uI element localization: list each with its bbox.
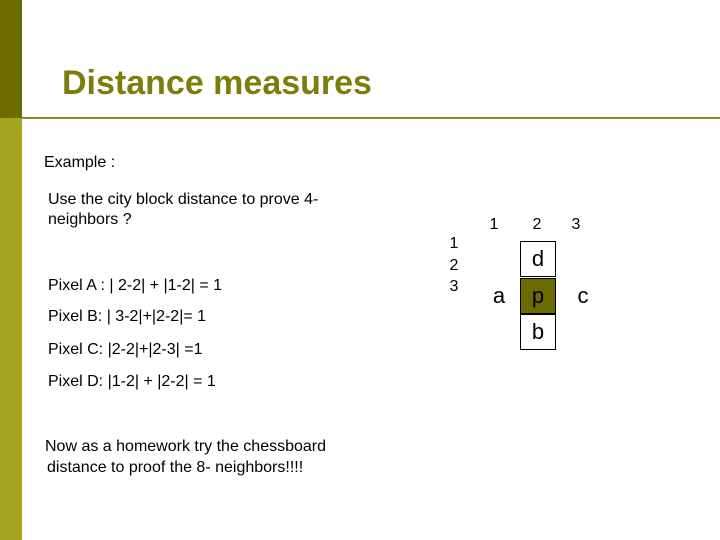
- grid-cell-b: b: [520, 314, 556, 350]
- prompt-line-2: neighbors ?: [48, 211, 132, 228]
- grid-row-label: 1: [449, 235, 459, 252]
- grid-cell-a: a: [492, 283, 506, 308]
- homework-line-2: distance to proof the 8- neighbors!!!!: [47, 459, 304, 476]
- homework-line-1: Now as a homework try the chessboard: [45, 438, 327, 455]
- example-label: Example :: [44, 154, 116, 171]
- grid-col-label: 2: [532, 216, 542, 233]
- pixel-a-formula: Pixel A : | 2-2| + |1-2| = 1: [48, 277, 223, 294]
- grid-col-label: 1: [489, 216, 499, 233]
- title-divider: [22, 117, 720, 119]
- side-bar-top: [0, 0, 22, 118]
- pixel-c-formula: Pixel C: |2-2|+|2-3| =1: [48, 341, 203, 358]
- grid-col-label: 3: [571, 216, 581, 233]
- pixel-d-formula: Pixel D: |1-2| + |2-2| = 1: [48, 373, 216, 390]
- side-bar-bottom: [0, 118, 22, 540]
- grid-row-label: 2: [449, 257, 459, 274]
- prompt-line-1: Use the city block distance to prove 4-: [48, 191, 319, 208]
- grid-cell-p: p: [520, 278, 556, 314]
- slide-title: Distance measures: [62, 64, 372, 102]
- pixel-b-formula: Pixel B: | 3-2|+|2-2|= 1: [48, 308, 207, 325]
- grid-cell-c: c: [577, 283, 589, 308]
- grid-row-label: 3: [449, 278, 459, 295]
- grid-cell-d: d: [520, 241, 556, 277]
